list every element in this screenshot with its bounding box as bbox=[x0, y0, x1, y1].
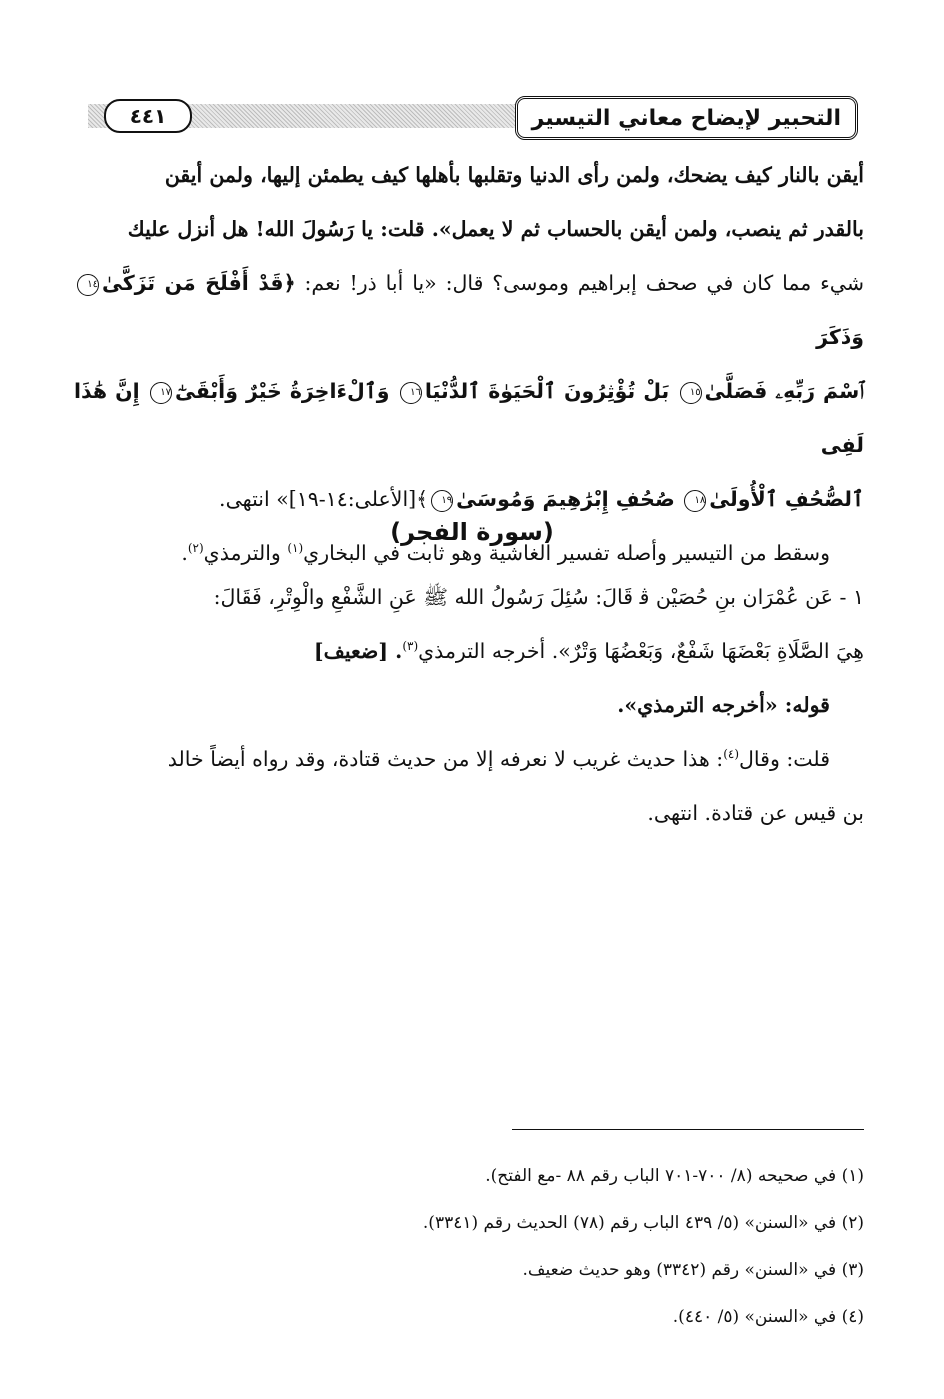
quran-verse: ﴿قَدْ أَفْلَحَ مَن تَزَكَّىٰ bbox=[102, 271, 296, 295]
footnote-ref[interactable]: (٢) bbox=[187, 541, 204, 556]
hadith-line: ١ - عَن عُمْرَان بنِ حُصَيْن ﭬ قَالَ: سُئِلَ رَسُولُ الله ﷺ عَنِ الشَّفْعِ والْوِتْرِ، فَقَالَ: bbox=[213, 585, 864, 609]
hadith-line: هِيَ الصَّلَاةِ بَعْضَهَا شَفْعٌ، وَبَعْضُهَا وَتْرٌ». أخرجه الترمذي$^{(٣)}$. [ضعيف] bbox=[313, 639, 864, 663]
running-header bbox=[88, 96, 858, 138]
text-line: أيقن بالنار كيف يضحك، ولمن رأى الدنيا وتقلبها بأهلها كيف يطمئن إليها، ولمن أيقن bbox=[164, 163, 864, 187]
footnote-ref[interactable]: (٤) bbox=[723, 747, 740, 762]
ayah-number-marker: ١٦ bbox=[400, 382, 422, 404]
footnote-ref[interactable]: (٣) bbox=[402, 639, 419, 654]
hadith-block bbox=[74, 570, 864, 840]
quran-verse: صُحُفِ إِبْرَٰهِيمَ وَمُوسَىٰ bbox=[456, 487, 675, 511]
footnote-ref[interactable]: (١) bbox=[287, 541, 304, 556]
ayah-number-marker: ١٧ bbox=[150, 382, 172, 404]
quran-passage-line-2 bbox=[74, 364, 864, 472]
quran-verse: وَذَكَرَ bbox=[816, 325, 864, 349]
note-line: وسقط من التيسير وأصله تفسير الغاشية وهو ثابت في البخاري$^{(١)}$ والترمذي$^{(٢)}$. bbox=[181, 541, 830, 565]
commentary-heading: قوله: «أخرجه الترمذي». bbox=[617, 693, 830, 717]
book-title: التحبير لإيضاح معاني التيسير bbox=[515, 96, 858, 140]
quran-verse: وَٱلْءَاخِرَةُ خَيْرٌ وَأَبْقَىٰٓ bbox=[174, 379, 390, 403]
quran-verse: ٱسْمَ رَبِّهِۦ فَصَلَّىٰ bbox=[704, 379, 864, 403]
footnotes bbox=[74, 1153, 864, 1341]
body-text bbox=[74, 148, 864, 580]
quran-verse: إِنَّ هَٰذَا لَفِى bbox=[74, 379, 864, 457]
footnote: (٣) في «السنن» رقم (٣٣٤٢) وهو حديث ضعيف. bbox=[522, 1260, 864, 1280]
commentary-line: بن قيس عن قتادة. انتهى. bbox=[647, 801, 864, 825]
footnote: (٤) في «السنن» (٥/ ٤٤٠). bbox=[672, 1307, 864, 1327]
grading-label: . [ضعيف] bbox=[313, 639, 403, 663]
ayah-number-marker: ١٨ bbox=[684, 490, 706, 512]
text-line: شيء مما كان في صحف إبراهيم وموسى؟ قال: «يا أبا ذر! نعم: bbox=[304, 271, 864, 295]
text-line: بالقدر ثم ينصب، ولمن أيقن بالحساب ثم لا يعمل». قلت: يا رَسُولَ الله! هل أنزل عليك bbox=[127, 217, 864, 241]
ayah-number-marker: ١٩ bbox=[431, 490, 453, 512]
verse-reference: ﴾[الأعلى:١٤-١٩]» انتهى. bbox=[219, 487, 429, 511]
footnote: (٢) في «السنن» (٥/ ٤٣٩ الباب رقم (٧٨) الحديث رقم (٣٣٤١). bbox=[422, 1213, 864, 1233]
footnote-divider bbox=[512, 1129, 864, 1130]
commentary-line: قلت: وقال$^{(٤)}$: هذا حديث غريب لا نعرفه إلا من حديث قتادة، وقد رواه أيضاً خالد bbox=[167, 747, 830, 771]
page-number: ٤٤١ bbox=[104, 99, 192, 133]
surah-heading: (سورة الفجر) bbox=[390, 518, 554, 546]
quran-verse: ٱلصُّحُفِ ٱلْأُولَىٰ bbox=[709, 487, 864, 511]
footnote: (١) في صحيحه (٨/ ٧٠٠-٧٠١ الباب رقم ٨٨ -مع الفتح). bbox=[485, 1166, 864, 1186]
quran-passage-line-1 bbox=[74, 256, 864, 364]
ayah-number-marker: ١٤ bbox=[77, 274, 99, 296]
ayah-number-marker: ١٥ bbox=[680, 382, 702, 404]
quran-verse: بَلْ تُؤْثِرُونَ ٱلْحَيَوٰةَ ٱلدُّنْيَا bbox=[424, 379, 670, 403]
